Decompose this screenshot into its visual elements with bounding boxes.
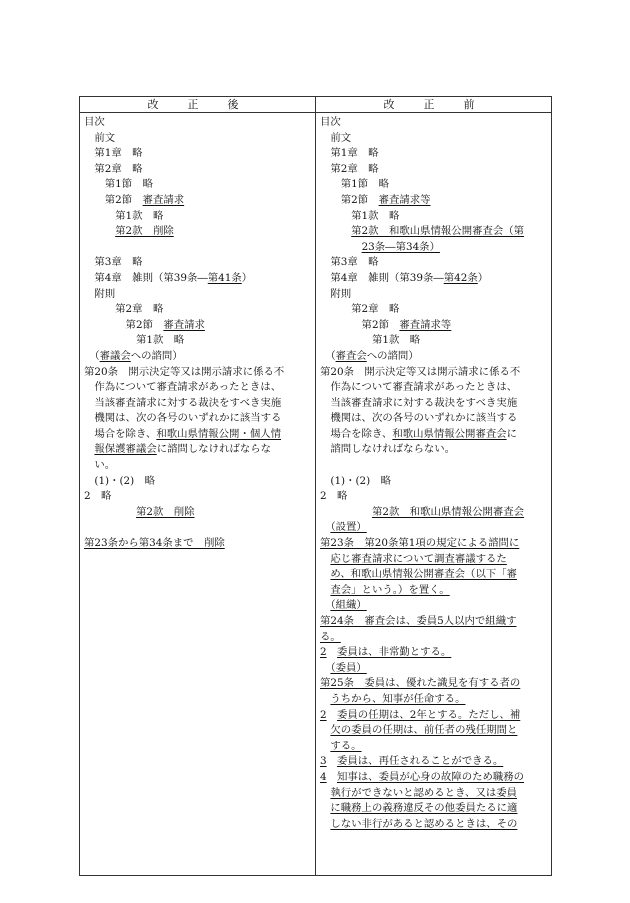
- amended-text: うちから、知事が任命する。: [330, 692, 466, 705]
- amended-text: 第2款 和歌山県情報公開審査会: [371, 505, 525, 518]
- amended-text: 査会」という。）を置く。: [330, 583, 450, 596]
- after-text-line: [84, 536, 312, 552]
- after-text-line: [84, 489, 312, 505]
- text-segment: 第3章 略: [320, 256, 379, 269]
- header-before: 改 正 前: [316, 97, 552, 113]
- text-segment: （: [84, 349, 100, 362]
- after-text-line: [84, 193, 312, 209]
- text-segment: [320, 787, 330, 799]
- amended-text: め、和歌山県情報公開審査会（以下「審: [330, 568, 518, 581]
- after-text-line: [84, 162, 312, 178]
- after-text-line: [84, 209, 312, 225]
- after-text-line: [84, 318, 312, 334]
- amended-text: 審査請求等: [399, 318, 452, 331]
- amended-text: しない非行があると認めるときは、その: [330, 817, 518, 830]
- text-segment: [327, 646, 337, 658]
- after-text-line: [84, 287, 312, 303]
- after-text-line: [84, 442, 312, 458]
- before-text-line: [320, 630, 548, 646]
- amended-text: 第24条 審査会は、委員5人以内で組織す: [320, 615, 517, 627]
- amended-text: 2: [320, 708, 327, 721]
- before-text-line: [320, 583, 548, 599]
- after-text-line: [84, 505, 312, 521]
- amended-text: 4: [320, 770, 327, 783]
- after-text-line: [84, 474, 312, 490]
- after-text-line: [84, 458, 312, 474]
- before-text-line: [320, 552, 548, 568]
- text-segment: [84, 443, 94, 455]
- text-segment: [320, 599, 330, 611]
- text-segment: [327, 755, 337, 767]
- text-segment: 目次: [84, 116, 105, 128]
- amended-text: 委員は、非常勤とする。: [337, 646, 452, 659]
- after-text-line: [84, 396, 312, 412]
- text-segment: [84, 225, 115, 237]
- before-text-line: [320, 177, 548, 193]
- text-segment: 第1章 略: [84, 147, 143, 160]
- before-text-line: [320, 255, 548, 271]
- after-text-line: [84, 146, 312, 162]
- text-segment: [320, 568, 330, 580]
- amended-text: 3: [320, 755, 327, 768]
- amended-text: 報保護審議会: [94, 443, 157, 456]
- table-body-row: [80, 113, 552, 876]
- before-text-line: [320, 333, 548, 349]
- amended-text: （委員）: [330, 661, 367, 674]
- before-text-line: [320, 645, 548, 661]
- after-text-line: [84, 224, 312, 240]
- text-segment: 第1款 略: [320, 334, 421, 347]
- text-segment: 第4章 雑則（第39条―: [320, 271, 444, 284]
- after-text-line: [84, 255, 312, 271]
- text-segment: [320, 584, 330, 596]
- before-text-line: [320, 567, 548, 583]
- before-text-line: [320, 489, 548, 505]
- amended-text: する。: [330, 739, 362, 752]
- text-segment: 第2章 略: [84, 162, 143, 175]
- text-segment: 第2節: [84, 318, 164, 331]
- after-text-line: [84, 177, 312, 193]
- text-segment: ）: [477, 271, 489, 284]
- before-text-line: [320, 411, 548, 427]
- before-text-line: [320, 474, 548, 490]
- before-text-line: [320, 614, 548, 630]
- text-segment: （: [320, 349, 336, 362]
- text-segment: 場合を除き、: [320, 427, 393, 440]
- text-segment: 機関は、次の各号のいずれかに該当する: [320, 412, 518, 425]
- before-text-line: [320, 240, 548, 256]
- text-segment: 第1款 略: [84, 334, 185, 347]
- text-segment: 第3章 略: [84, 256, 143, 269]
- text-segment: 前文: [84, 131, 116, 144]
- header-after: 改 正 後: [80, 97, 316, 113]
- amended-text: 執行ができないと認めるとき、又は委員: [330, 786, 518, 799]
- after-text-line: [84, 240, 312, 256]
- text-segment: [327, 771, 337, 783]
- before-text-line: [320, 739, 548, 755]
- text-segment: [320, 693, 330, 705]
- after-text-line: [84, 271, 312, 287]
- amended-text: 審査請求: [163, 318, 205, 331]
- text-segment: 第1節 略: [84, 178, 153, 191]
- text-segment: [320, 506, 372, 518]
- amended-text: に職務上の義務違反その他委員たるに適: [330, 802, 518, 815]
- before-text-line: [320, 458, 548, 474]
- before-text-line: [320, 661, 548, 677]
- text-segment: 第2節: [320, 318, 400, 331]
- after-text-line: [84, 427, 312, 443]
- text-segment: 前文: [320, 131, 352, 144]
- text-segment: [320, 662, 330, 674]
- amended-text: 第23条 第20条第1項の規定による諮問に: [320, 537, 520, 550]
- before-text-line: [320, 723, 548, 739]
- text-segment: 作為について審査請求があったときは、: [320, 381, 518, 394]
- table-header-row: [80, 97, 552, 113]
- text-segment: 第2節: [320, 193, 379, 206]
- text-segment: 第2章 略: [320, 162, 379, 175]
- text-segment: [327, 709, 337, 721]
- text-segment: 第1章 略: [320, 147, 379, 160]
- text-segment: [320, 802, 330, 814]
- before-text-line: [320, 536, 548, 552]
- text-segment: 当該審査請求に対する裁決をすべき実施: [320, 396, 518, 409]
- text-segment: への諮問）: [366, 349, 419, 362]
- before-text-line: [320, 193, 548, 209]
- after-text-line: [84, 365, 312, 381]
- before-text-line: [320, 817, 548, 833]
- amended-text: 第42条: [443, 271, 478, 284]
- amended-text: 第23条から第34条まで 削除: [84, 537, 225, 550]
- after-text-line: [84, 411, 312, 427]
- before-text-line: [320, 520, 548, 536]
- before-text-line: [320, 209, 548, 225]
- before-text-line: [320, 271, 548, 287]
- text-segment: (1)・(2) 略: [320, 474, 391, 487]
- text-segment: [320, 521, 330, 533]
- before-text-line: [320, 442, 548, 458]
- before-text-line: [320, 131, 548, 147]
- text-segment: に諮問しなければならな: [156, 443, 272, 456]
- amended-text: 第2款 削除: [135, 505, 195, 518]
- text-segment: 第20条 開示決定等又は開示請求に係る不: [320, 365, 521, 378]
- after-text-line: [84, 333, 312, 349]
- before-text-line: [320, 396, 548, 412]
- text-segment: い。: [84, 459, 116, 472]
- text-segment: 諮問しなければならない。: [320, 443, 456, 456]
- text-segment: 附則: [84, 287, 116, 300]
- text-segment: [320, 241, 362, 253]
- comparison-page: [79, 96, 552, 876]
- before-text-line: [320, 115, 548, 131]
- after-column: [80, 113, 316, 876]
- before-text-line: [320, 505, 548, 521]
- text-segment: [320, 724, 330, 736]
- before-column: [316, 113, 552, 876]
- amended-text: 欠の委員の任期は、前任者の残任期間と: [330, 724, 518, 737]
- text-segment: [320, 553, 330, 565]
- text-segment: 第1節 略: [320, 178, 389, 191]
- text-segment: に: [506, 427, 518, 440]
- amended-text: 審査請求: [142, 193, 185, 206]
- text-segment: ）: [241, 271, 253, 284]
- text-segment: 第1款 略: [320, 209, 400, 222]
- text-segment: 第2節: [84, 193, 143, 206]
- amended-text: 審査会: [335, 349, 367, 362]
- amended-text: 審査請求等: [378, 193, 431, 206]
- amended-text: （設置）: [330, 521, 367, 534]
- before-text-line: [320, 754, 548, 770]
- after-text-line: [84, 115, 312, 131]
- text-segment: 目次: [320, 116, 341, 128]
- before-text-line: [320, 427, 548, 443]
- amended-text: 23条―第34条）: [361, 240, 440, 253]
- text-segment: 第1款 略: [84, 209, 164, 222]
- amended-text: 和歌山県情報公開審査会: [392, 427, 507, 440]
- amended-text: 第2款 和歌山県情報公開審査会（第: [351, 225, 525, 238]
- amended-text: 審議会: [99, 349, 131, 362]
- amended-text: 応じ審査請求について調査審議するた: [330, 552, 507, 565]
- text-segment: 第2章 略: [84, 303, 164, 316]
- before-text-line: [320, 162, 548, 178]
- before-text-line: [320, 786, 548, 802]
- text-segment: 2 略: [84, 490, 112, 503]
- text-segment: 第20条 開示決定等又は開示請求に係る不: [84, 365, 285, 378]
- text-segment: 場合を除き、: [84, 427, 157, 440]
- text-segment: 附則: [320, 287, 352, 300]
- text-segment: 第2章 略: [320, 303, 400, 316]
- text-segment: への諮問）: [130, 349, 183, 362]
- amended-text: （組織）: [330, 599, 367, 612]
- after-text-line: [84, 131, 312, 147]
- before-text-line: [320, 365, 548, 381]
- before-text-line: [320, 801, 548, 817]
- after-text-line: [84, 349, 312, 365]
- amended-text: 和歌山県情報公開・個人情: [156, 427, 282, 440]
- before-text-line: [320, 598, 548, 614]
- before-text-line: [320, 224, 548, 240]
- comparison-table: [79, 96, 552, 876]
- after-text-line: [84, 520, 312, 536]
- amended-text: 第25条 委員は、優れた識見を有する者の: [320, 677, 521, 690]
- before-text-line: [320, 708, 548, 724]
- before-text-line: [320, 146, 548, 162]
- before-text-line: [320, 380, 548, 396]
- before-text-line: [320, 676, 548, 692]
- text-segment: [320, 818, 330, 830]
- amended-text: 第2款 削除: [115, 225, 174, 238]
- text-segment: (1)・(2) 略: [84, 474, 155, 487]
- text-segment: 2 略: [320, 490, 348, 503]
- before-text-line: [320, 770, 548, 786]
- amended-text: る。: [320, 630, 341, 643]
- text-segment: [320, 740, 330, 752]
- amended-text: 2: [320, 646, 327, 659]
- amended-text: 知事は、委員が心身の故障のため職務の: [337, 770, 525, 783]
- after-text-line: [84, 380, 312, 396]
- before-text-line: [320, 302, 548, 318]
- text-segment: [84, 506, 136, 518]
- text-segment: 第4章 雑則（第39条―: [84, 271, 208, 284]
- before-text-line: [320, 349, 548, 365]
- before-text-line: [320, 287, 548, 303]
- before-text-line: [320, 318, 548, 334]
- text-segment: [320, 225, 351, 237]
- amended-text: 委員は、再任されることができる。: [337, 755, 504, 768]
- after-text-line: [84, 302, 312, 318]
- amended-text: 委員の任期は、2年とする。ただし、補: [337, 708, 521, 721]
- text-segment: 機関は、次の各号のいずれかに該当する: [84, 412, 282, 425]
- text-segment: 作為について審査請求があったときは、: [84, 381, 282, 394]
- text-segment: 当該審査請求に対する裁決をすべき実施: [84, 396, 282, 409]
- before-text-line: [320, 692, 548, 708]
- amended-text: 第41条: [207, 271, 242, 284]
